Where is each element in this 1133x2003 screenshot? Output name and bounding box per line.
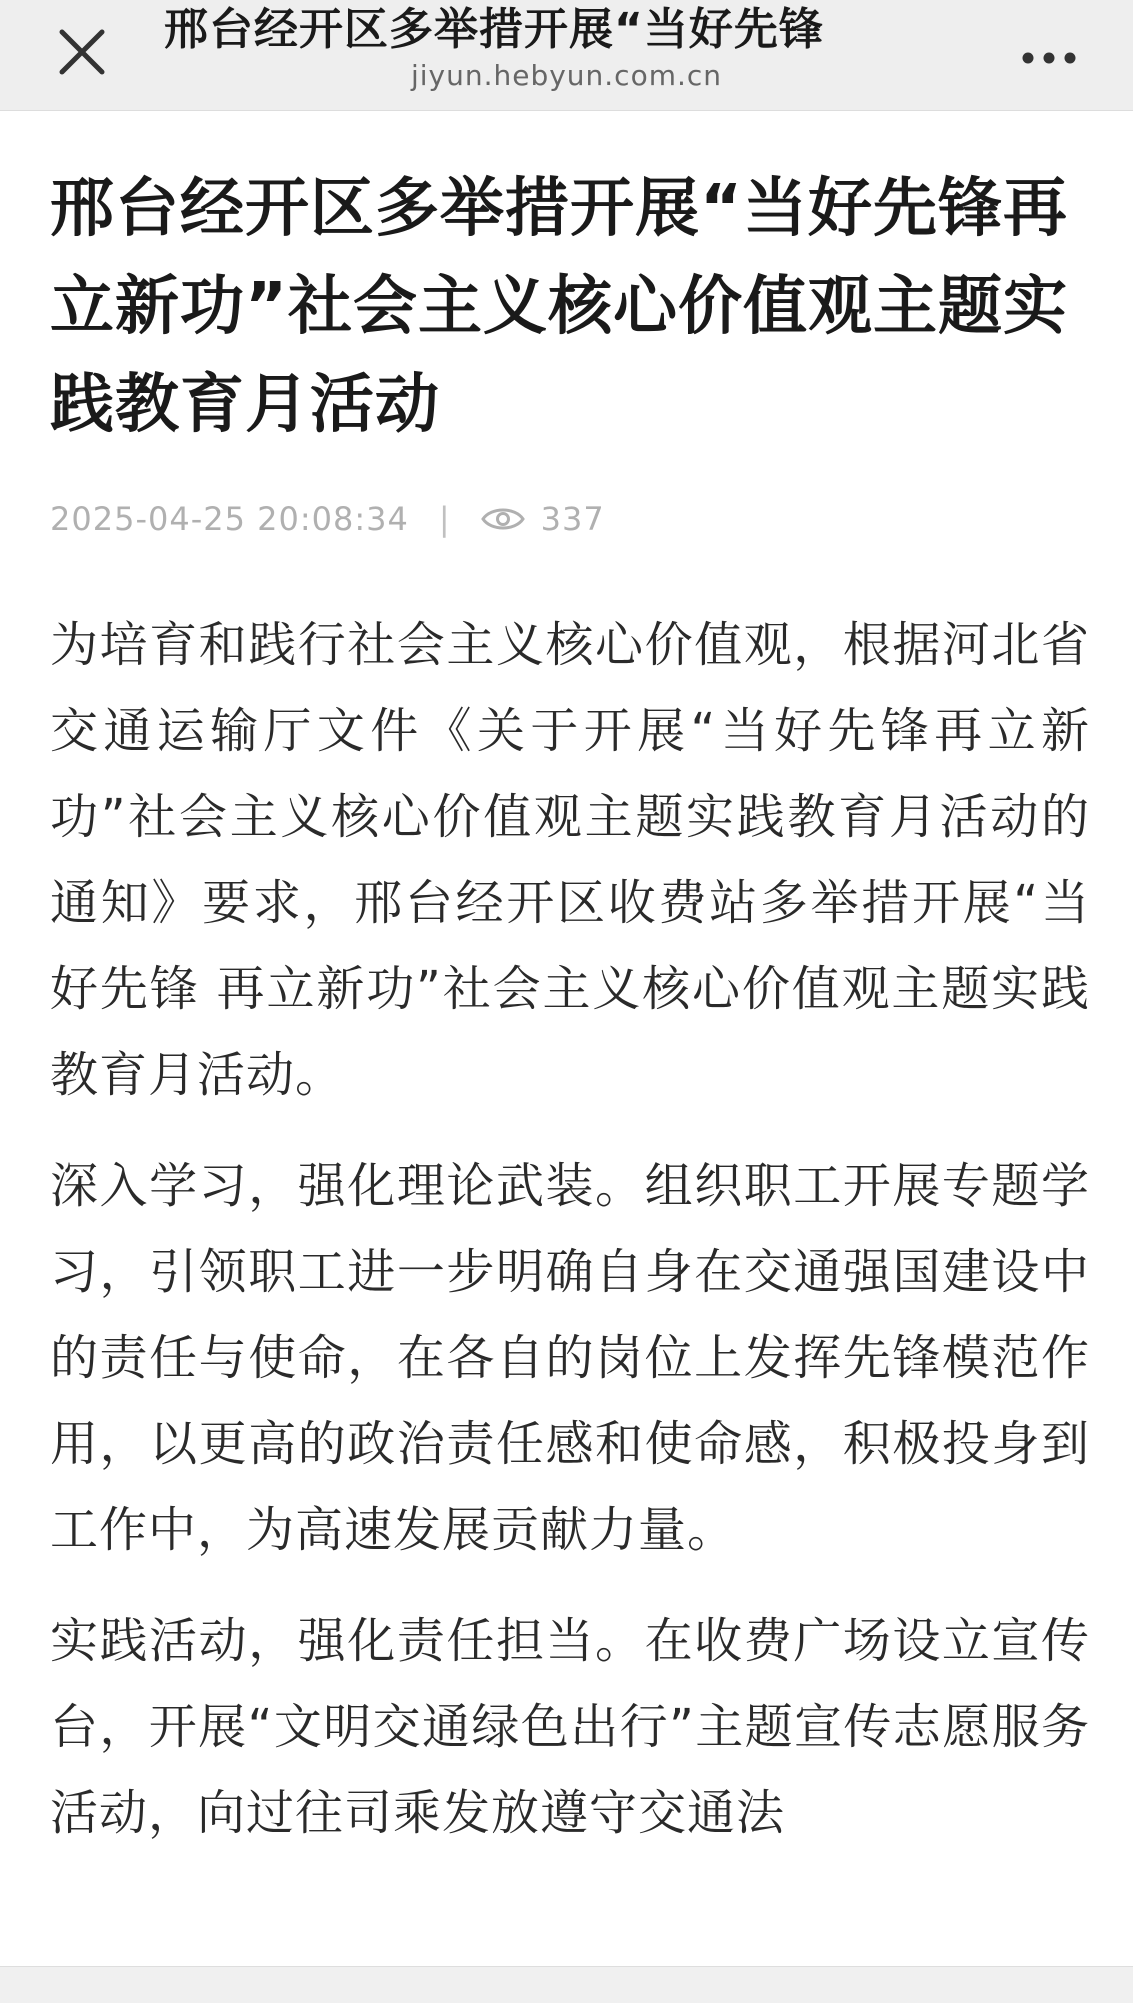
view-count: 337 [540, 500, 605, 538]
meta-separator: | [438, 500, 451, 538]
more-dots-icon[interactable] [1014, 22, 1084, 78]
publish-datetime: 2025-04-25 20:08:34 [50, 500, 409, 538]
article-paragraph: 深入学习，强化理论武装。组织职工开展专题学习，引领职工进一步明确自身在交通强国建设中的责任与使命，在各自的岗位上发挥先锋模范作用，以更高的政治责任感和使命感，积极投身到工作中，为高速发展贡献力量。 [50, 1158, 1090, 1558]
top-navigation-bar [0, 0, 1133, 111]
article-paragraph: 实践活动，强化责任担当。在收费广场设立宣传台，开展“文明交通绿色出行”主题宣传志愿服务活动，向过往司乘发放遵守交通法 [50, 1613, 1090, 1841]
bottom-bar [0, 1966, 1133, 2003]
article-title: 邢台经开区多举措开展“当好先锋再立新功”社会主义核心价值观主题实践教育月活动 [50, 172, 1069, 442]
eye-icon [481, 504, 525, 534]
article-paragraph: 为培育和践行社会主义核心价值观，根据河北省交通运输厅文件《关于开展“当好先锋再立新功”社会主义核心价值观主题实践教育月活动的通知》要求，邢台经开区收费站多举措开展“当好先锋 再立新功”社会主义核心价值观主题实践教育月活动。 [50, 617, 1090, 1103]
article-meta [50, 494, 1090, 544]
nav-domain-label: jiyun.hebyun.com.cn [410, 59, 723, 92]
article-content [50, 110, 1090, 1856]
nav-page-title: 邢台经开区多举措开展“当好先锋 [164, 4, 824, 55]
